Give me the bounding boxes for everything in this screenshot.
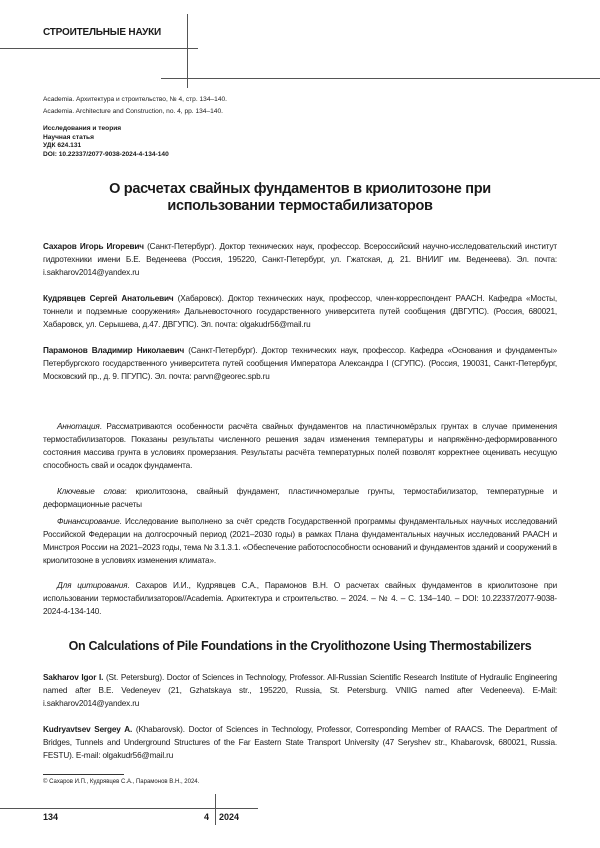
footer-rule-vertical [215, 794, 216, 825]
doi: DOI: 10.22337/2077-9038-2024-4-134-140 [43, 151, 169, 160]
author-name: Кудрявцев Сергей Анатольевич [43, 294, 173, 303]
author-ru-2 [43, 292, 557, 331]
keywords [43, 485, 557, 511]
author-info: (Khabarovsk). Doctor of Sciences in Technology, Professor, Corresponding Member of RAACS. The Department of Bridges, Tunnels and Underground Structures of the Far Eastern State Transport University (47 Seryshev str., Khabarovsk, 680021, Russia. FESTU). E-mail: olgakudr56@mail.ru [43, 725, 557, 760]
journal-info [43, 96, 227, 116]
author-en-2 [43, 723, 557, 762]
footnote-rule [43, 774, 124, 775]
keywords-text: : криолитозона, свайный фундамент, пластичномерзлые грунты, термостабилизатор, температурные и деформационные расчеты [43, 487, 557, 509]
author-info: (Хабаровск). Доктор технических наук, профессор, член-корреспондент РААСН. Кафедра «Мосты, тоннели и подземные сооружения» Дальневосточного государственного университета путей сообщения (ДВГУПС). (Россия, 680021, Хабаровск, ул. Серышева, д.47. ДВГУПС). Эл. почта: olgakudr56@mail.ru [43, 294, 557, 329]
author-name: Сахаров Игорь Игоревич [43, 242, 144, 251]
funding-text: . Исследование выполнено за счёт средств Государственной программы фундаментальных научных исследований Российской Федерации на долгосрочный период (2021–2030 годы) в рамках Плана фундаментальных научных исследований РААСН и Минстроя России на 2021–2023 годы, тема № 3.1.3.1. «Обеспечение работоспособности оснований и фундаментов зданий и сооружений в криолитозоне в условиях изменения климата». [43, 517, 557, 565]
author-name: Парамонов Владимир Николаевич [43, 346, 184, 355]
article-type: Научная статья [43, 134, 169, 143]
funding [43, 515, 557, 567]
author-name: Kudryavtsev Sergey A. [43, 725, 132, 734]
title-ru: О расчетах свайных фундаментов в криолитозоне при использовании термостабилизаторов [43, 181, 557, 215]
author-info: (St. Petersburg). Doctor of Sciences in Technology, Professor. All-Russian Scientific Research Institute of Hydraulic Engineering named after B.E. Vedeneyev (21, Gzhatskaya str., 195220, Russia, St. Petersburg. VNIIG named after Vedeneeva). E-Mail: i.sakharov2014@yandex.ru [43, 673, 557, 708]
citation-label: Для цитирования [57, 581, 127, 590]
abstract-text: . Рассматриваются особенности расчёта свайных фундаментов на пластичномёрзлых грунтах в случае применения термостабилизаторов. Показаны результаты численного решения задач изменения температуры и напряжённо-деформированного состояния массива грунта в условиях промерзания. Результаты расчёта температурных полей позволят корректнее оценивать несущую способность свай и осадок фундамента. [43, 422, 557, 470]
header-rule-vertical [187, 14, 188, 88]
author-ru-1 [43, 240, 557, 279]
author-info: (Санкт-Петербург). Доктор технических наук, профессор. Всероссийский научно-исследовательский институт гидротехники имени Б.Е. Веденеева (Россия, 195220, Санкт-Петербург, ул. Гжатская, д. 21. ВНИИГ им. Веденеева). Эл. почта: i.sakharov2014@yandex.ru [43, 242, 557, 277]
journal-en: Academia. Architecture and Construction, no. 4, pp. 134–140. [43, 108, 227, 117]
citation [43, 579, 557, 618]
page-number: 134 [43, 812, 58, 822]
journal-ru: Academia. Архитектура и строительство, № 4, стр. 134–140. [43, 96, 227, 105]
author-name: Sakharov Igor I. [43, 673, 103, 682]
funding-label: Финансирование [57, 517, 120, 526]
footer-rule [0, 808, 258, 809]
author-info: (Санкт-Петербург). Доктор технических наук, профессор. Кафедра «Основания и фундаменты» Петербургского государственного университета путей сообщения Императора Александра I (СГУПС). (Россия, 190031, Санкт-Петербург, Московский пр., д. 9. ПГУПС). Эл. почта: parvn@georec.spb.ru [43, 346, 557, 381]
abstract [43, 420, 557, 472]
section-header: СТРОИТЕЛЬНЫЕ НАУКИ [43, 27, 161, 38]
article-meta [43, 125, 169, 159]
udc: УДК 624.131 [43, 142, 169, 151]
article-category: Исследования и теория [43, 125, 169, 134]
year: 2024 [219, 812, 239, 822]
header-rule-right [161, 78, 600, 79]
issue-number: 4 [204, 812, 209, 822]
copyright-footnote: © Сахаров И.П., Кудрявцев С.А., Парамонов В.Н., 2024. [43, 779, 199, 785]
abstract-label: Аннотация [57, 422, 100, 431]
keywords-label: Ключевые слова [57, 487, 125, 496]
citation-text: . Сахаров И.И., Кудрявцев С.А., Парамонов В.Н. О расчетах свайных фундаментов в криолитозоне при использовании термостабилизаторов//Academia. Архитектура и строительство. – 2024. – № 4. – С. 134–140. – DOI: 10.22337/2077-9038-2024-4-134-140. [43, 581, 557, 616]
author-en-1 [43, 671, 557, 710]
title-en: On Calculations of Pile Foundations in the Cryolithozone Using Thermostabilizers [43, 638, 557, 655]
author-ru-3 [43, 344, 557, 383]
header-rule-left [0, 48, 198, 49]
